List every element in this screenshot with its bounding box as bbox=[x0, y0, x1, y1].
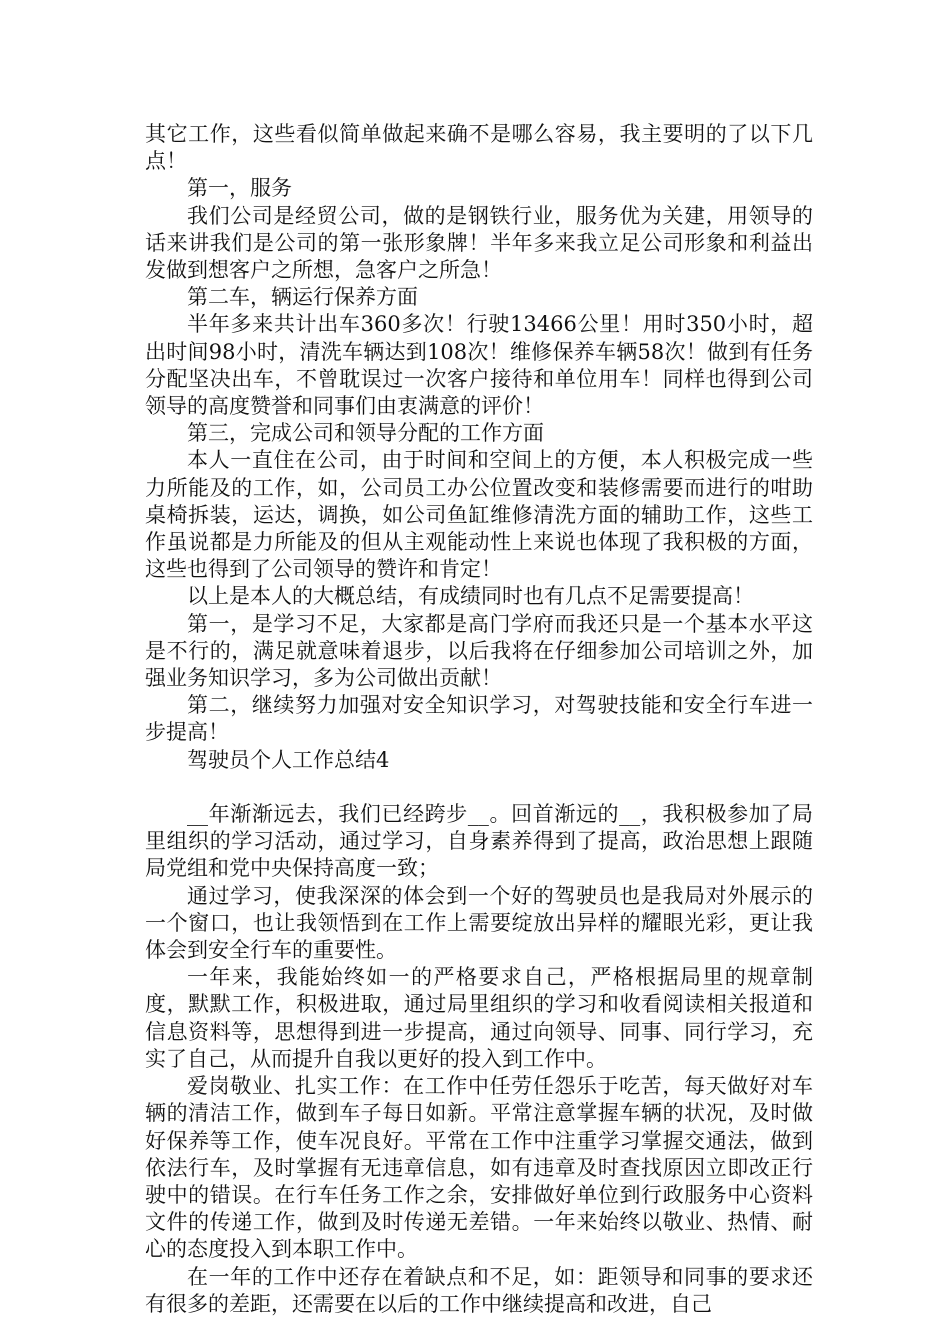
heading-service: 第一，服务 bbox=[187, 176, 292, 201]
paragraph-discipline: 一年来，我能始终如一的严格要求自己，严格根据局里的规章制度，默默工作，积极进取，通过局里组织的学习和收看阅读相关报道和信息资料等，思想得到进一步提高，通过向领导、同事、同行学习，充实了自己，从而提升自我以更好的投入到工作中。 bbox=[145, 965, 813, 1071]
paragraph-shortfall-1: 第一，是学习不足，大家都是高门学府而我还只是一个基本水平这是不行的，满足就意味着退步，以后我将在仔细参加公司培训之外，加强业务知识学习，多为公司做出贡献！ bbox=[145, 611, 813, 691]
paragraph-vehicle: 半年多来共计出车360多次！行驶13466公里！用时350小时，超出时间98小时，清洗车辆达到108次！维修保养车辆58次！做到有任务分配坚决出车，不曾耽误过一次客户接待和单位用车！同样也得到公司领导的高度赞誉和同事们由衷满意的评价！ bbox=[145, 312, 813, 419]
paragraph-shortfall-2: 第二，继续努力加强对安全知识学习，对驾驶技能和安全行车进一步提高！ bbox=[145, 693, 813, 745]
paragraph-continuation: 其它工作，这些看似简单做起来确不是哪么容易，我主要明的了以下几点！ bbox=[145, 122, 813, 174]
paragraph-dedication: 爱岗敬业、扎实工作：在工作中任劳任怨乐于吃苦，每天做好对车辆的清洁工作，做到车子每日如新。平常注意掌握车辆的状况，及时做好保养等工作，使车况良好。平常在工作中注重学习掌握交通法，做到依法行车，及时掌握有无违章信息，如有违章及时查找原因立即改正行驶中的错误。在行车任务工作之余，安排做好单位到行政服务中心资料文件的传递工作，做到及时传递无差错。一年来始终以敬业、热情、耐心的态度投入到本职工作中。 bbox=[145, 1074, 813, 1262]
heading-tasks: 第三，完成公司和领导分配的工作方面 bbox=[187, 421, 544, 446]
paragraph-year-review: __年渐渐远去，我们已经跨步__。回首渐远的__，我积极参加了局里组织的学习活动，通过学习，自身素养得到了提高，政治思想上跟随局党组和党中央保持高度一致； bbox=[145, 802, 813, 881]
paragraph-shortcomings: 在一年的工作中还存在着缺点和不足，如：距领导和同事的要求还有很多的差距，还需要在以后的工作中继续提高和改进，自己 bbox=[145, 1264, 813, 1316]
section-title: 驾驶员个人工作总结4 bbox=[187, 747, 390, 772]
heading-vehicle: 第二车，辆运行保养方面 bbox=[187, 285, 418, 310]
document-page bbox=[145, 121, 813, 1318]
paragraph-tasks: 本人一直住在公司，由于时间和空间上的方便，本人积极完成一些力所能及的工作，如，公司员工办公位置改变和装修需要而进行的咁助桌椅拆装，运达，调换，如公司鱼缸维修清洗方面的辅助工作，这些工作虽说都是力所能及的但从主观能动性上来说也体现了我积极的方面，这些也得到了公司领导的赞许和肯定！ bbox=[145, 448, 813, 582]
paragraph-summary: 以上是本人的大概总结，有成绩同时也有几点不足需要提高！ bbox=[187, 584, 754, 609]
paragraph-learning: 通过学习，使我深深的体会到一个好的驾驶员也是我局对外展示的一个窗口，也让我领悟到在工作上需要绽放出异样的耀眼光彩，更让我体会到安全行车的重要性。 bbox=[145, 883, 813, 963]
blank-line bbox=[145, 774, 813, 801]
paragraph-service: 我们公司是经贸公司，做的是钢铁行业，服务优为关建，用领导的话来讲我们是公司的第一张形象牌！半年多来我立足公司形象和利益出发做到想客户之所想，急客户之所急！ bbox=[145, 203, 813, 283]
